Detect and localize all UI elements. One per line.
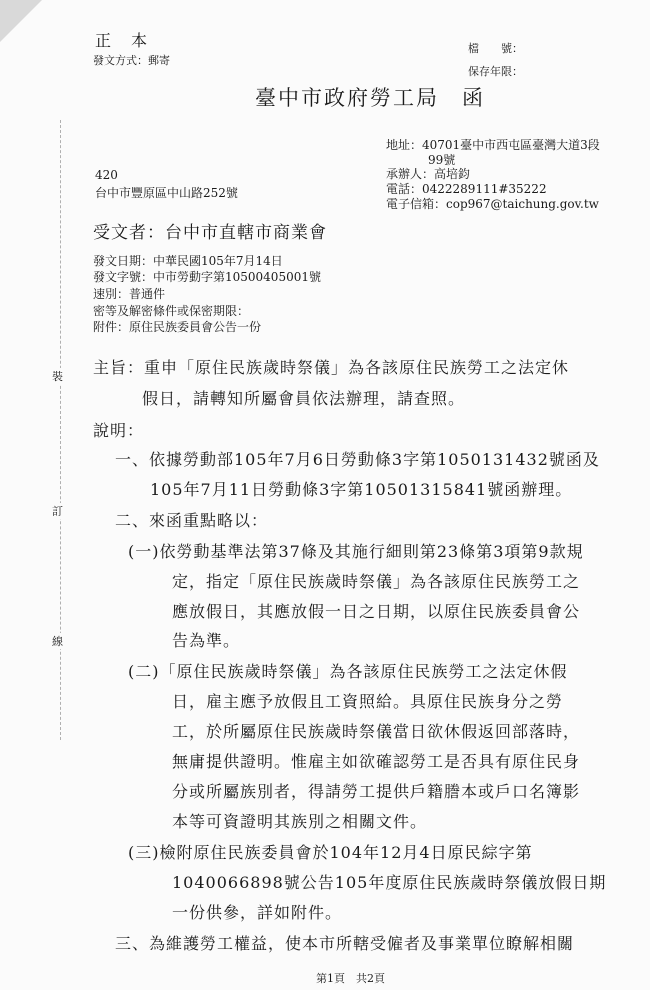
document-number: 發文字號：中市勞動字第10500405001號 <box>93 270 321 284</box>
binding-mark-1: 裝 <box>52 370 63 383</box>
recipient-address: 台中市豐原區中山路252號 <box>95 186 238 200</box>
recipient-zip: 420 <box>95 168 118 182</box>
attachment: 附件：原住民族委員會公告一份 <box>93 320 262 334</box>
sender-address-cont: 99號 <box>428 153 456 167</box>
item-1-line-2: 105年7月11日勞動條3字第10501315841號函辦理。 <box>150 480 573 499</box>
document-title: 臺中市政府勞工局 函 <box>255 86 485 110</box>
issue-date: 發文日期：中華民國105年7月14日 <box>93 254 283 268</box>
item-2a-line-2: 定，指定「原住民族歲時祭儀」為各該原住民族勞工之 <box>172 572 581 591</box>
file-number-label: 檔 號： <box>468 42 523 55</box>
recipient-name: 受文者：台中市直轄市商業會 <box>93 223 327 243</box>
explanation-heading: 說明： <box>93 421 145 440</box>
phone: 電話：0422289111#35222 <box>386 182 547 196</box>
item-2b-line-2: 日，雇主應予放假且工資照給。具原住民族身分之勞 <box>172 692 564 711</box>
binding-mark-2: 訂 <box>52 505 63 518</box>
item-1-line-1: 一、依據勞動部105年7月6日勞動條3字第1050131432號函及 <box>115 450 600 469</box>
item-2a-line-4: 告為準。 <box>172 631 241 650</box>
item-2a-line-3: 應放假日，其應放假一日之日期，以原住民族委員會公 <box>172 602 581 621</box>
item-3-line-1: 三、為維護勞工權益，使本市所轄受僱者及事業單位瞭解相關 <box>115 934 575 953</box>
item-2c-line-3: 一份供參，詳如附件。 <box>172 903 343 922</box>
page-number: 第1頁 共2頁 <box>316 972 385 985</box>
sender-address: 地址：40701臺中市西屯區臺灣大道3段 <box>386 138 600 152</box>
item-2c-line-1: (三)檢附原住民族委員會於104年12月4日原民綜字第 <box>128 843 533 862</box>
item-2b-line-6: 本等可資證明其族別之相關文件。 <box>172 812 428 831</box>
retention-label: 保存年限： <box>468 65 523 78</box>
security-level: 密等及解密條件或保密期限： <box>93 304 250 318</box>
email: 電子信箱：cop967@taichung.gov.tw <box>386 197 599 211</box>
item-2a-line-1: (一)依勞動基準法第37條及其施行細則第23條第3項第9款規 <box>128 542 584 561</box>
handler: 承辦人：高培鈞 <box>386 167 471 181</box>
item-2c-line-2: 1040066898號公告105年度原住民族歲時祭儀放假日期 <box>172 873 607 892</box>
item-2b-line-5: 分或所屬族別者，得請勞工提供戶籍謄本或戶口名簿影 <box>172 782 581 801</box>
subject-line-1: 主旨：重申「原住民族歲時祭儀」為各該原住民族勞工之法定休 <box>93 358 570 377</box>
item-2b-line-1: (二)「原住民族歲時祭儀」為各該原住民族勞工之法定休假 <box>128 662 568 681</box>
send-method: 發文方式：郵寄 <box>93 54 170 67</box>
copy-type: 正 本 <box>95 31 150 50</box>
binding-mark-3: 線 <box>52 635 63 648</box>
item-2b-line-3: 工，於所屬原住民族歲時祭儀當日欲休假返回部落時， <box>172 722 581 741</box>
item-2b-line-4: 無庸提供證明。惟雇主如欲確認勞工是否具有原住民身 <box>172 752 581 771</box>
speed: 速別：普通件 <box>93 287 166 301</box>
subject-line-2: 假日，請轉知所屬會員依法辦理，請查照。 <box>142 389 466 408</box>
item-2-heading: 二、來函重點略以： <box>115 511 269 530</box>
folded-corner <box>0 0 42 42</box>
